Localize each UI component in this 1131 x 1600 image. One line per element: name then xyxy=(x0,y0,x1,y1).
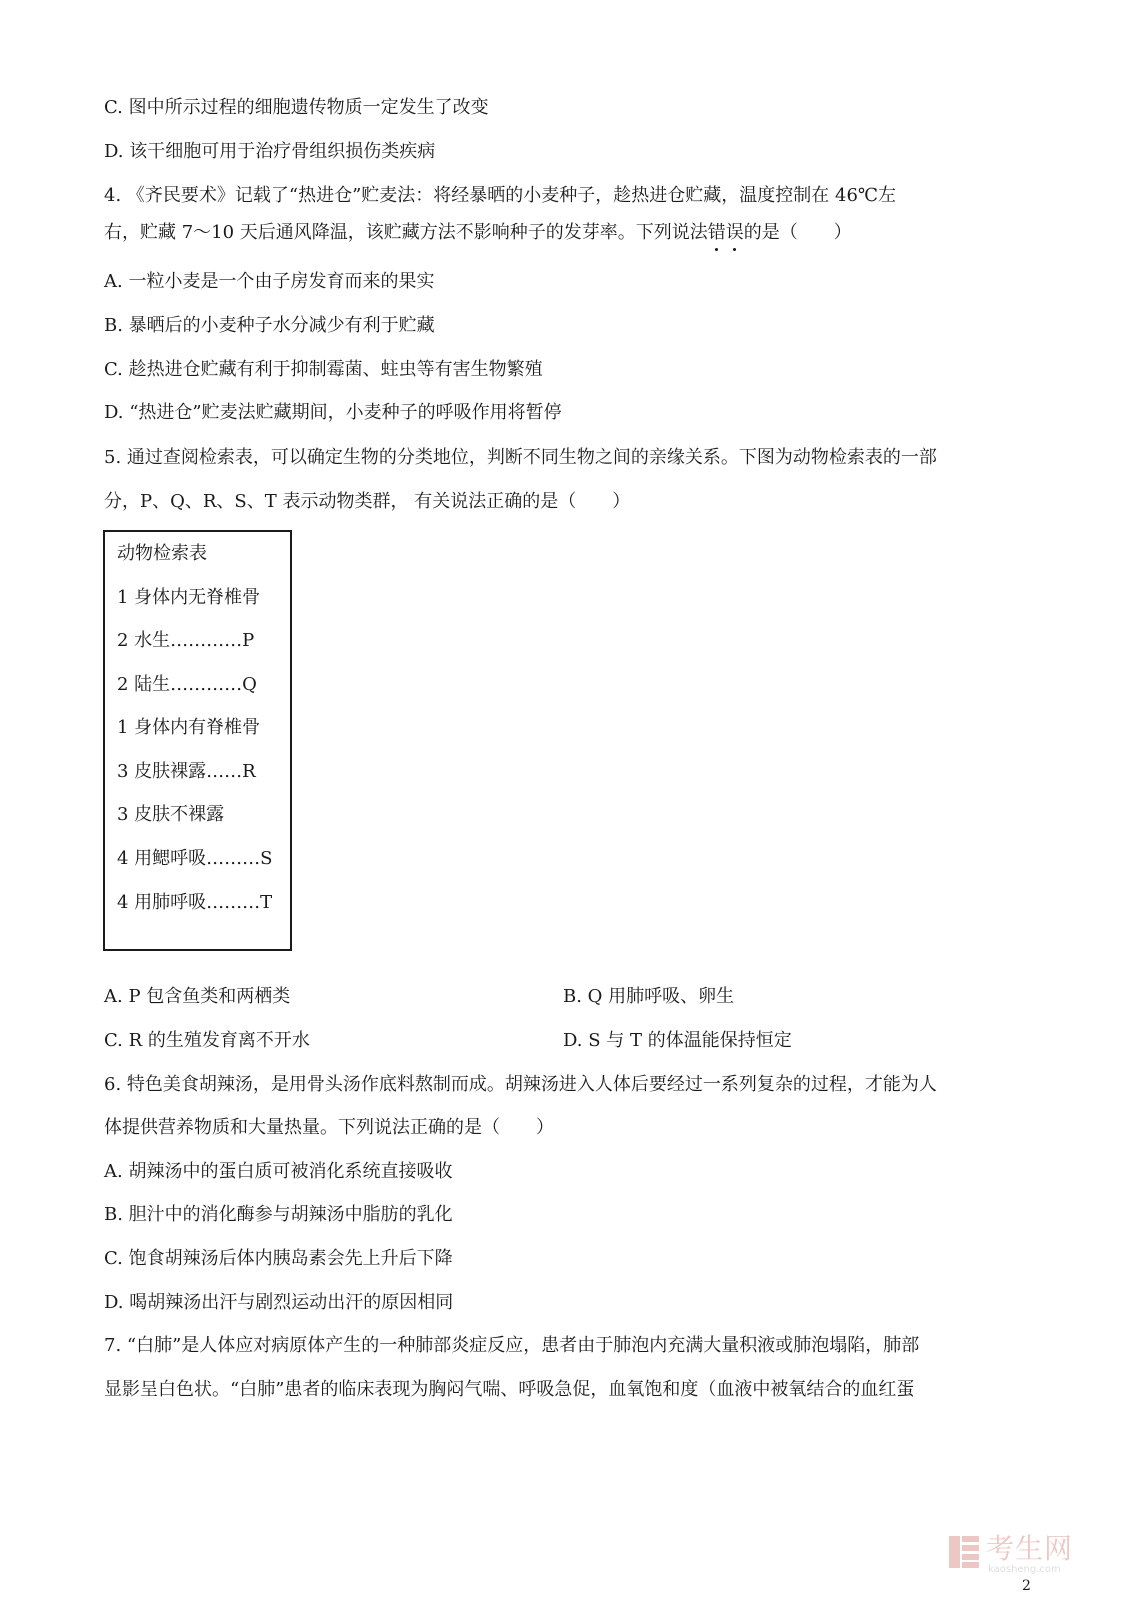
q6-option-a: A. 胡辣汤中的蛋白质可被消化系统直接吸收 xyxy=(104,1161,453,1182)
emphasis-char-2: 误 xyxy=(725,222,744,243)
q4-stem-line-1: 4. 《齐民要术》记载了“热进仓”贮麦法：将经暴晒的小麦种子，趁热进仓贮藏，温度控制在 46℃左 xyxy=(104,185,897,206)
key-line-6: 3 皮肤不裸露 xyxy=(117,804,225,825)
q5-option-d: D. S 与 T 的体温能保持恒定 xyxy=(563,1030,792,1051)
key-line-8: 4 用肺呼吸………T xyxy=(117,892,273,913)
q5-option-c: C. R 的生殖发育离不开水 xyxy=(104,1030,310,1051)
page-number: 2 xyxy=(1022,1578,1031,1594)
watermark-logo-icon xyxy=(948,1535,980,1569)
key-line-7: 4 用鳃呼吸………S xyxy=(117,848,273,869)
key-line-4: 1 身体内有脊椎骨 xyxy=(117,717,261,738)
q6-stem-line-2: 体提供营养物质和大量热量。下列说法正确的是（ ） xyxy=(104,1117,554,1138)
key-line-5: 3 皮肤裸露……R xyxy=(117,761,256,782)
q5-stem-line-2: 分，P、Q、R、S、T 表示动物类群， 有关说法正确的是（ ） xyxy=(104,491,631,512)
q3-option-c: C. 图中所示过程的细胞遗传物质一定发生了改变 xyxy=(104,97,489,118)
q6-option-c: C. 饱食胡辣汤后体内胰岛素会先上升后下降 xyxy=(104,1248,453,1269)
watermark xyxy=(948,1533,1088,1577)
animal-key-table xyxy=(103,530,292,951)
key-line-1: 1 身体内无脊椎骨 xyxy=(117,587,261,608)
q5-option-a: A. P 包含鱼类和两栖类 xyxy=(104,986,291,1007)
q4-stem-text: 右，贮藏 7～10 天后通风降温，该贮藏方法不影响种子的发芽率。下列说法 xyxy=(104,222,708,243)
q7-stem-line-2: 显影呈白色状。“白肺”患者的临床表现为胸闷气喘、呼吸急促，血氧饱和度（血液中被氧结合的血红蛋 xyxy=(104,1379,915,1400)
q5-option-b: B. Q 用肺呼吸、卵生 xyxy=(563,986,735,1007)
emphasis-char-1: 错 xyxy=(707,222,726,243)
q4-stem-line-2 xyxy=(104,221,852,245)
q4-option-c: C. 趁热进仓贮藏有利于抑制霉菌、蛀虫等有害生物繁殖 xyxy=(104,359,543,380)
q4-option-b: B. 暴晒后的小麦种子水分减少有利于贮藏 xyxy=(104,315,435,336)
q3-option-d: D. 该干细胞可用于治疗骨组织损伤类疾病 xyxy=(104,141,436,162)
key-line-3: 2 陆生…………Q xyxy=(117,674,257,695)
watermark-brand: 考生网 xyxy=(986,1532,1074,1565)
q4-option-a: A. 一粒小麦是一个由子房发育而来的果实 xyxy=(104,271,435,292)
q4-option-d: D. “热进仓”贮麦法贮藏期间，小麦种子的呼吸作用将暂停 xyxy=(104,402,562,423)
q6-option-d: D. 喝胡辣汤出汗与剧烈运动出汗的原因相同 xyxy=(104,1292,454,1313)
q7-stem-line-1: 7. “白肺”是人体应对病原体产生的一种肺部炎症反应，患者由于肺泡内充满大量积液或肺泡塌陷，肺部 xyxy=(104,1335,920,1356)
q5-stem-line-1: 5. 通过查阅检索表，可以确定生物的分类地位，判断不同生物之间的亲缘关系。下图为动物检索表的一部 xyxy=(104,447,937,468)
q6-stem-line-1: 6. 特色美食胡辣汤，是用骨头汤作底料熬制而成。胡辣汤进入人体后要经过一系列复杂的过程，才能为人 xyxy=(104,1074,937,1095)
q4-stem-tail: 的是（ ） xyxy=(743,222,852,243)
key-line-2: 2 水生…………P xyxy=(117,630,255,651)
watermark-url: kaosheng.com xyxy=(988,1564,1061,1575)
q6-option-b: B. 胆汁中的消化酶参与胡辣汤中脂肪的乳化 xyxy=(104,1204,453,1225)
key-title: 动物检索表 xyxy=(117,543,207,564)
